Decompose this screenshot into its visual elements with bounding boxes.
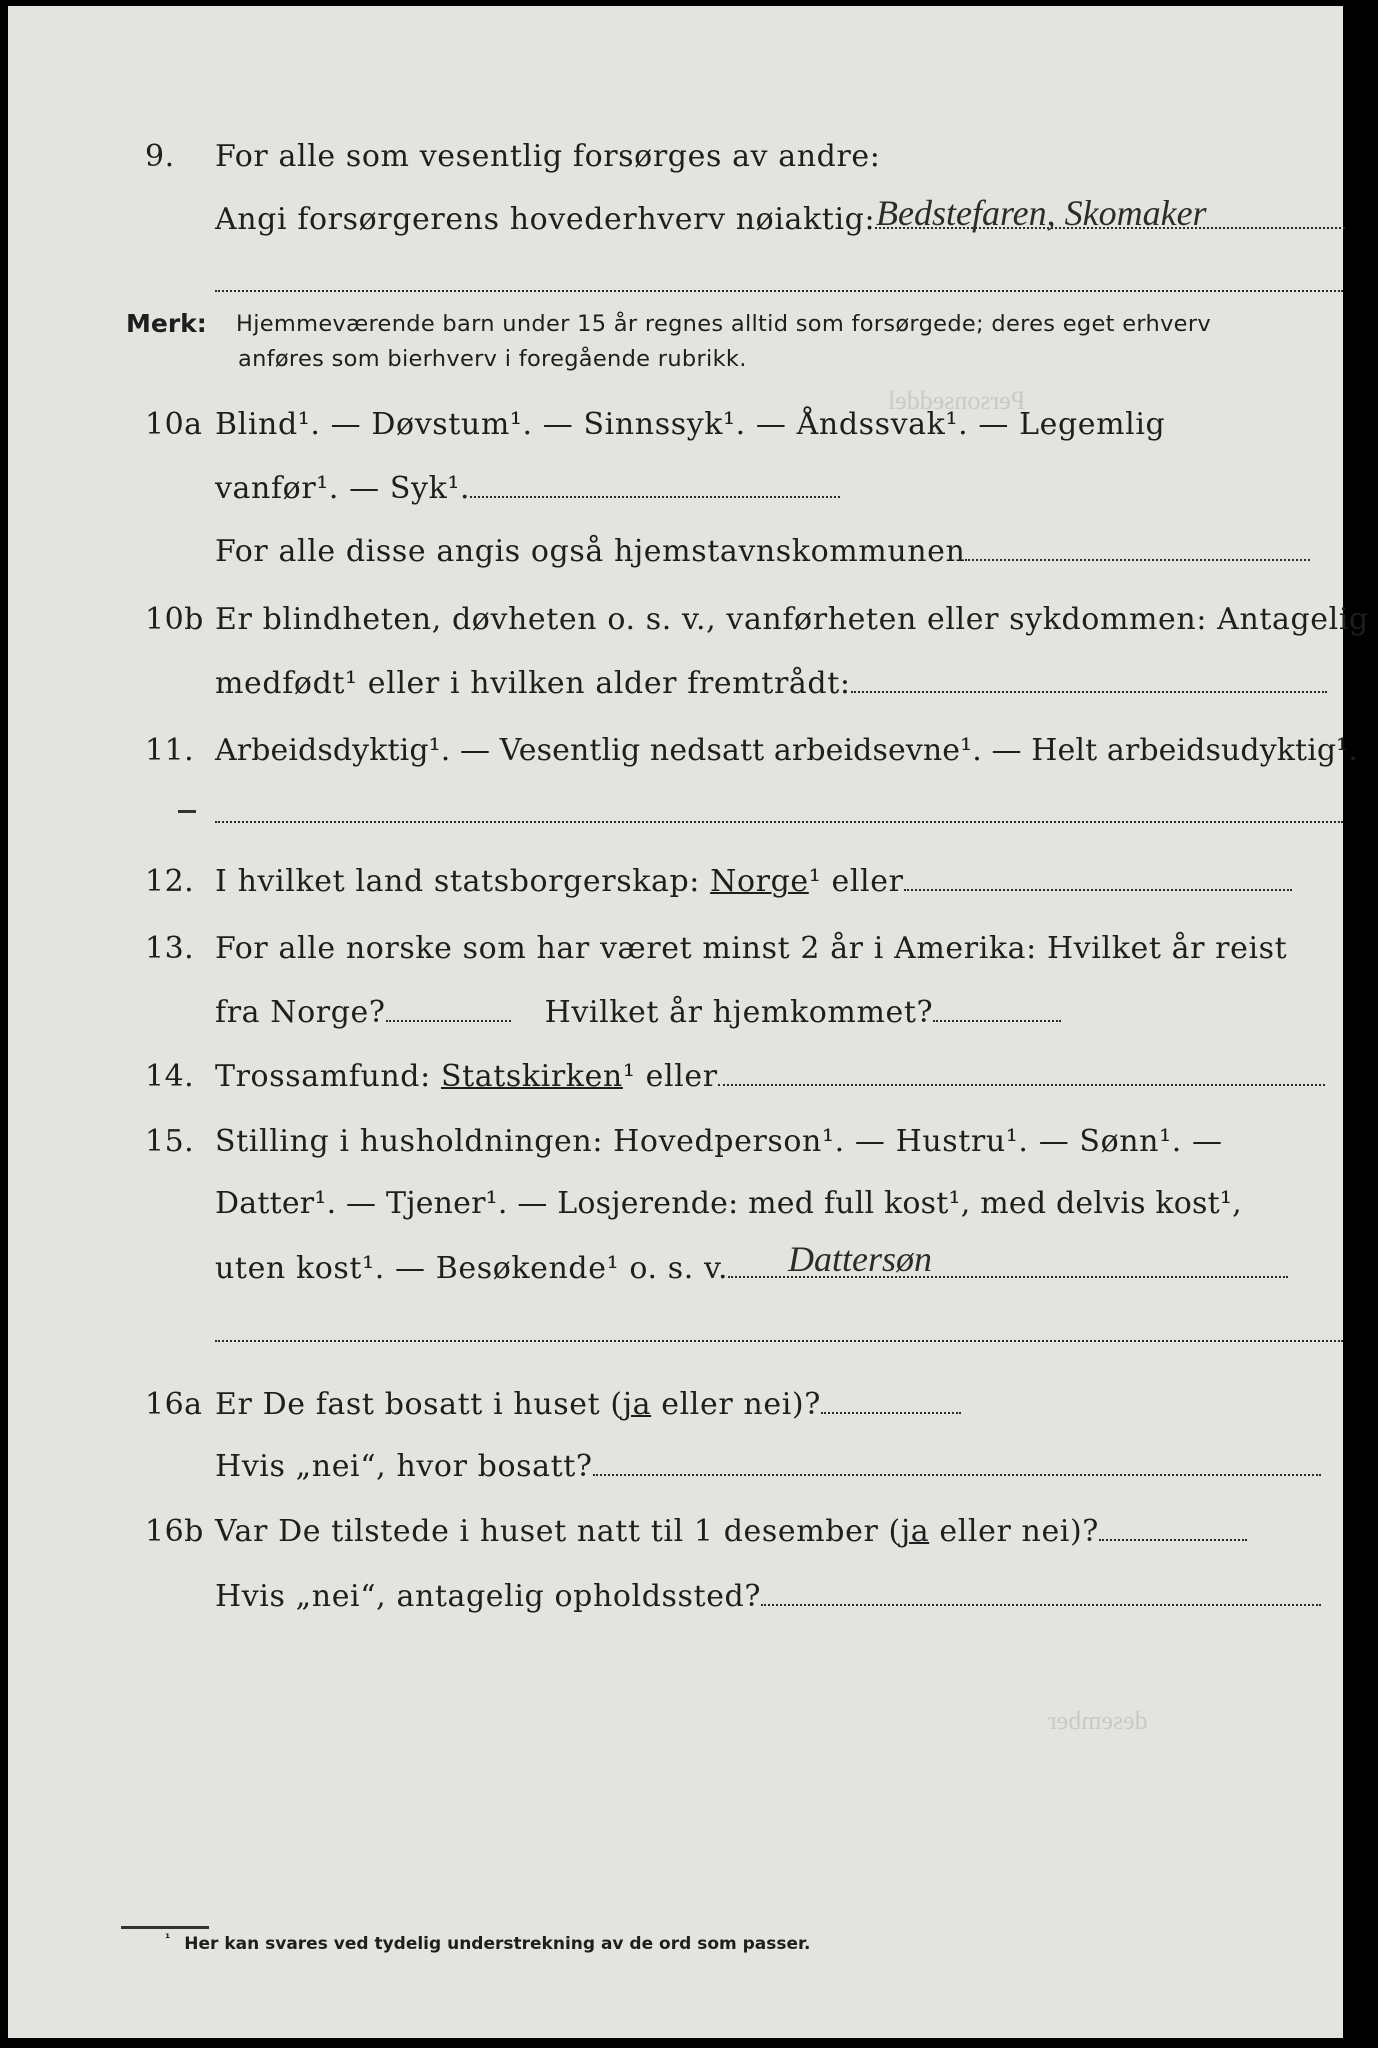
q16b-text-a: Var De tilstede i huset natt til 1 desember (: [215, 1514, 901, 1549]
q16a-line1: [215, 1387, 961, 1422]
merk-line1: Hjemmeværende barn under 15 år regnes alltid som forsørgede; deres eget erhverv: [236, 311, 1211, 337]
q9-number: 9.: [145, 139, 175, 174]
q10b-number: 10b: [145, 602, 204, 637]
q16b-line2-text: Hvis „nei“, antagelig opholdssted?: [215, 1579, 762, 1614]
q13-line2: [215, 995, 1061, 1030]
q16a-number: 16a: [145, 1387, 203, 1422]
q10a-line2-text: vanfør¹. — Syk¹.: [215, 471, 471, 506]
q16b-underlined-option[interactable]: ja: [900, 1514, 930, 1549]
q12-line1: [215, 864, 1292, 899]
q13-number: 13.: [145, 931, 195, 966]
q16b-line1: [215, 1514, 1247, 1549]
q15-line1: Stilling i husholdningen: Hovedperson¹. — Hustru¹. — Sønn¹. —: [215, 1124, 1223, 1159]
q11-line1: Arbeidsdyktig¹. — Vesentlig nedsatt arbeidsevne¹. — Helt arbeidsudyktig¹.: [215, 733, 1358, 768]
q9-line1: For alle som vesentlig forsørges av andre:: [215, 139, 881, 174]
q13-line2a: fra Norge?: [215, 995, 386, 1030]
footnote: [165, 1931, 811, 1954]
merk-label: Merk:: [126, 309, 207, 338]
q16a-text-b: eller nei)?: [651, 1387, 821, 1422]
footnote-text: Her kan svares ved tydelig understrekning av de ord som passer.: [184, 1934, 811, 1954]
q15-number: 15.: [145, 1124, 195, 1159]
q13-departure-dotted-line[interactable]: [386, 1019, 511, 1022]
bleed-through-text: Personseddel: [888, 386, 1026, 415]
q10a-home-dotted-line[interactable]: [965, 558, 1310, 561]
q10a-line1: Blind¹. — Døvstum¹. — Sinnssyk¹. — Åndssvak¹. — Legemlig: [215, 407, 1166, 442]
q16a-line2-text: Hvis „nei“, hvor bosatt?: [215, 1449, 593, 1484]
q11-blank-line[interactable]: [215, 821, 1343, 823]
q13-line1: For alle norske som har været minst 2 år i Amerika: Hvilket år reist: [215, 931, 1288, 966]
merk-line2: anføres som bierhverv i foregående rubrikk.: [238, 346, 747, 372]
footnote-rule: [121, 1926, 209, 1929]
q10b-line2: [215, 666, 1327, 701]
census-form-page: [8, 6, 1369, 2038]
footnote-mark: ¹: [165, 1931, 171, 1946]
q15-blank-line[interactable]: [215, 1340, 1343, 1342]
q9-handwritten-answer[interactable]: Bedstefaren, Skomaker: [876, 193, 1207, 233]
q12-number: 12.: [145, 864, 195, 899]
q15-line2: Datter¹. — Tjener¹. — Losjerende: med full kost¹, med delvis kost¹,: [215, 1186, 1242, 1221]
q12-dotted-line[interactable]: [904, 888, 1292, 891]
q10a-line3-text: For alle disse angis også hjemstavnskommunen: [215, 534, 966, 569]
q16a-residence-dotted-line[interactable]: [593, 1473, 1321, 1476]
q16b-dotted-line[interactable]: [1099, 1538, 1247, 1541]
q13-return-dotted-line[interactable]: [933, 1019, 1061, 1022]
bleed-through-text: desember: [1048, 1706, 1148, 1735]
q16b-line2: [215, 1579, 1321, 1614]
q12-suffix: ¹ eller: [808, 864, 904, 899]
q10a-line2: [215, 471, 840, 506]
q9-blank-line[interactable]: [215, 290, 1343, 292]
margin-dash-mark: [178, 810, 196, 813]
q10b-dotted-line[interactable]: [851, 690, 1327, 693]
q10a-dotted-line[interactable]: [470, 495, 840, 498]
q13-line2b: Hvilket år hjemkommet?: [544, 995, 934, 1030]
q16a-text-a: Er De fast bosatt i huset (: [215, 1387, 623, 1422]
q14-suffix: ¹ eller: [622, 1059, 718, 1094]
q16b-location-dotted-line[interactable]: [761, 1603, 1321, 1606]
q14-line1: [215, 1059, 1325, 1094]
q10a-line3: [215, 534, 1310, 569]
q10a-number: 10a: [145, 407, 203, 442]
q15-line3-text: uten kost¹. — Besøkende¹ o. s. v.: [215, 1251, 729, 1286]
q14-number: 14.: [145, 1059, 195, 1094]
q14-dotted-line[interactable]: [718, 1083, 1325, 1086]
q16a-line2: [215, 1449, 1321, 1484]
q16b-text-b: eller nei)?: [929, 1514, 1099, 1549]
q14-text: Trossamfund:: [215, 1059, 441, 1094]
q9-line2-text: Angi forsørgerens hovederhverv nøiaktig:: [215, 202, 876, 237]
q16a-dotted-line[interactable]: [821, 1411, 961, 1414]
q16a-underlined-option[interactable]: ja: [622, 1387, 652, 1422]
q12-text: I hvilket land statsborgerskap:: [215, 864, 711, 899]
q16b-number: 16b: [145, 1514, 204, 1549]
q10b-line2-text: medfødt¹ eller i hvilken alder fremtrådt:: [215, 666, 851, 701]
q11-number: 11.: [145, 733, 195, 768]
q10b-line1: Er blindheten, døvheten o. s. v., vanførheten eller sykdommen: Antagelig: [215, 602, 1369, 637]
q15-handwritten-answer[interactable]: Dattersøn: [788, 1239, 932, 1279]
q14-underlined-option[interactable]: Statskirken: [440, 1059, 623, 1094]
q12-underlined-option[interactable]: Norge: [710, 864, 809, 899]
q15-line3: [215, 1251, 1288, 1286]
